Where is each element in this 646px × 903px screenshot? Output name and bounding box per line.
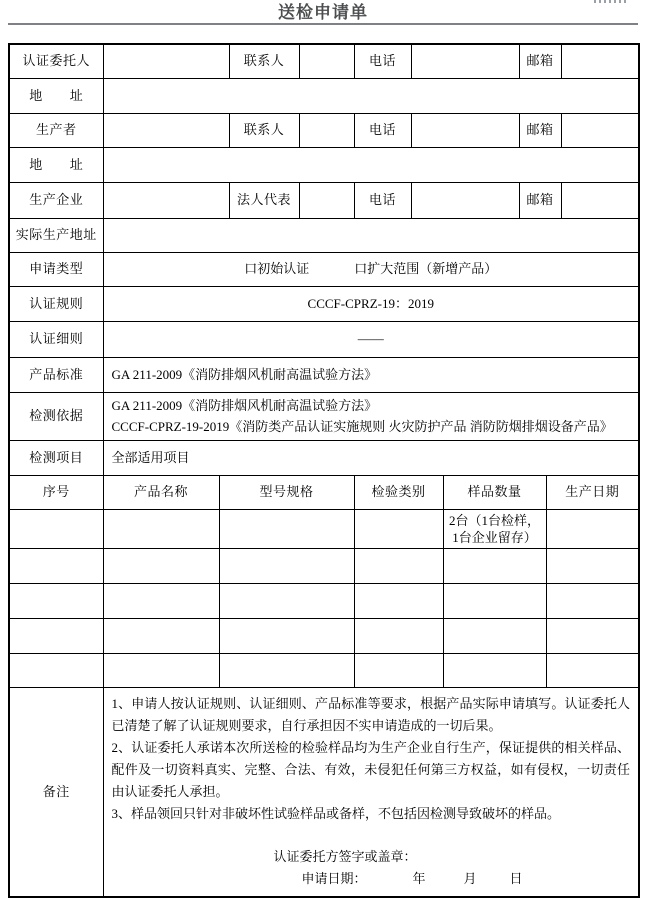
row-producer-address (9, 147, 639, 182)
product-seq-cell[interactable] (9, 509, 103, 548)
row-producer (9, 113, 639, 147)
test-basis-line2: CCCF-CPRZ-19-2019《消防类产品认证实施规则 火灾防护产品 消防防烟排烟设备产品》 (111, 419, 613, 434)
col-header-model: 型号规格 (219, 475, 354, 509)
cert-rule-label: 认证规则 (9, 286, 103, 321)
col-header-sample-qty: 样品数量 (443, 475, 546, 509)
product-seq-cell[interactable] (9, 653, 103, 687)
producer-address-label: 地 址 (9, 147, 103, 182)
applicant-phone-input-cell[interactable] (411, 44, 519, 78)
product-row (9, 548, 639, 583)
application-form-table (8, 43, 640, 898)
factory-legal-rep-input-cell[interactable] (299, 182, 354, 218)
row-cert-rule (9, 286, 639, 321)
row-factory (9, 182, 639, 218)
application-type-label: 申请类型 (9, 252, 103, 286)
product-row (9, 509, 639, 548)
factory-input-cell[interactable] (103, 182, 229, 218)
product-standard-value: GA 211-2009《消防排烟风机耐高温试验方法》 (103, 357, 639, 392)
product-table-header-row (9, 475, 639, 509)
application-date-label: 申请日期： (301, 870, 367, 886)
application-date-line (302, 868, 631, 890)
producer-contact-input-cell[interactable] (299, 113, 354, 147)
product-name-cell[interactable] (103, 618, 219, 653)
col-header-prod-date: 生产日期 (546, 475, 639, 509)
product-row (9, 583, 639, 618)
factory-phone-input-cell[interactable] (411, 182, 519, 218)
applicant-input-cell[interactable] (103, 44, 229, 78)
col-header-seq: 序号 (9, 475, 103, 509)
product-prod-date-cell[interactable] (546, 618, 639, 653)
product-standard-label: 产品标准 (9, 357, 103, 392)
row-actual-address (9, 218, 639, 252)
product-prod-date-cell[interactable] (546, 653, 639, 687)
product-prod-date-cell[interactable] (546, 509, 639, 548)
col-header-product-name: 产品名称 (103, 475, 219, 509)
producer-contact-label: 联系人 (229, 113, 299, 147)
row-cert-detail (9, 321, 639, 357)
product-model-cell[interactable] (219, 583, 354, 618)
row-application-type (9, 252, 639, 286)
row-applicant (9, 44, 639, 78)
product-sample-qty-cell[interactable]: 2台（1台检样，1台企业留存） (443, 509, 546, 548)
actual-address-label: 实际生产地址 (9, 218, 103, 252)
product-seq-cell[interactable] (9, 583, 103, 618)
page-corner-artifact (594, 0, 626, 3)
product-name-cell[interactable] (103, 653, 219, 687)
remarks-content-cell (103, 687, 639, 897)
checkbox-expand-scope[interactable]: 口扩大范围（新增产品） (354, 261, 498, 276)
row-test-items (9, 440, 639, 475)
applicant-contact-input-cell[interactable] (299, 44, 354, 78)
product-prod-date-cell[interactable] (546, 548, 639, 583)
product-model-cell[interactable] (219, 653, 354, 687)
test-items-value: 全部适用项目 (103, 440, 639, 475)
test-items-label: 检测项目 (9, 440, 103, 475)
product-sample-qty-cell[interactable] (443, 583, 546, 618)
row-product-standard (9, 357, 639, 392)
month-label: 月 (463, 870, 477, 886)
application-type-options-cell (103, 252, 639, 286)
producer-label: 生产者 (9, 113, 103, 147)
day-label: 日 (509, 870, 523, 886)
product-name-cell[interactable] (103, 509, 219, 548)
product-row (9, 653, 639, 687)
test-basis-label: 检测依据 (9, 392, 103, 440)
product-row (9, 618, 639, 653)
cert-rule-value: CCCF-CPRZ-19：2019 (103, 286, 639, 321)
remarks-item-3: 3、样品领回只针对非破坏性试验样品或备样，不包括因检测导致破坏的样品。 (111, 805, 561, 821)
product-sample-qty-cell[interactable] (443, 618, 546, 653)
remarks-label: 备注 (9, 687, 103, 897)
product-model-cell[interactable] (219, 509, 354, 548)
product-seq-cell[interactable] (9, 548, 103, 583)
actual-address-input-cell[interactable] (103, 218, 639, 252)
applicant-address-label: 地 址 (9, 78, 103, 113)
title-divider (8, 23, 638, 25)
applicant-phone-label: 电话 (354, 44, 411, 78)
cert-detail-value: —— (103, 321, 639, 357)
checkbox-initial-certification[interactable]: 口初始认证 (244, 261, 310, 276)
cert-detail-label: 认证细则 (9, 321, 103, 357)
col-header-test-type: 检验类别 (354, 475, 443, 509)
product-seq-cell[interactable] (9, 618, 103, 653)
applicant-contact-label: 联系人 (229, 44, 299, 78)
applicant-label: 认证委托人 (9, 44, 103, 78)
test-basis-value (103, 392, 639, 440)
factory-email-input-cell[interactable] (561, 182, 639, 218)
factory-legal-rep-label: 法人代表 (229, 182, 299, 218)
producer-email-label: 邮箱 (519, 113, 561, 147)
test-basis-line1: GA 211-2009《消防排烟风机耐高温试验方法》 (111, 398, 378, 413)
product-test-type-cell[interactable] (354, 583, 443, 618)
product-model-cell[interactable] (219, 548, 354, 583)
factory-email-label: 邮箱 (519, 182, 561, 218)
product-sample-qty-cell[interactable] (443, 548, 546, 583)
remarks-item-2: 2、认证委托人承诺本次所送检的检验样品均为生产企业自行生产，保证提供的相关样品、配件及一切资料真实、完整、合法、有效，未侵犯任何第三方权益，如有侵权，一切责任由认证委托人承担。 (111, 739, 631, 799)
producer-input-cell[interactable] (103, 113, 229, 147)
row-test-basis (9, 392, 639, 440)
row-remarks (9, 687, 639, 897)
product-test-type-cell[interactable] (354, 509, 443, 548)
product-name-cell[interactable] (103, 583, 219, 618)
signature-block (112, 846, 631, 890)
product-test-type-cell[interactable] (354, 653, 443, 687)
factory-label: 生产企业 (9, 182, 103, 218)
producer-phone-label: 电话 (354, 113, 411, 147)
applicant-email-label: 邮箱 (519, 44, 561, 78)
product-sample-qty-cell[interactable] (443, 653, 546, 687)
row-applicant-address (9, 78, 639, 113)
producer-address-input-cell[interactable] (103, 147, 639, 182)
product-name-cell[interactable] (103, 548, 219, 583)
producer-email-input-cell[interactable] (561, 113, 639, 147)
signature-label: 认证委托方签字或盖章： (273, 848, 417, 864)
year-label: 年 (412, 870, 426, 886)
page-title: 送检申请单 (278, 3, 368, 22)
factory-phone-label: 电话 (354, 182, 411, 218)
product-test-type-cell[interactable] (354, 618, 443, 653)
product-test-type-cell[interactable] (354, 548, 443, 583)
producer-phone-input-cell[interactable] (411, 113, 519, 147)
remarks-item-1: 1、申请人按认证规则、认证细则、产品标准等要求，根据产品实际申请填写。认证委托人已清楚了解了认证规则要求，自行承担因不实申请造成的一切后果。 (111, 695, 631, 733)
product-prod-date-cell[interactable] (546, 583, 639, 618)
applicant-email-input-cell[interactable] (561, 44, 639, 78)
product-model-cell[interactable] (219, 618, 354, 653)
applicant-address-input-cell[interactable] (103, 78, 639, 113)
